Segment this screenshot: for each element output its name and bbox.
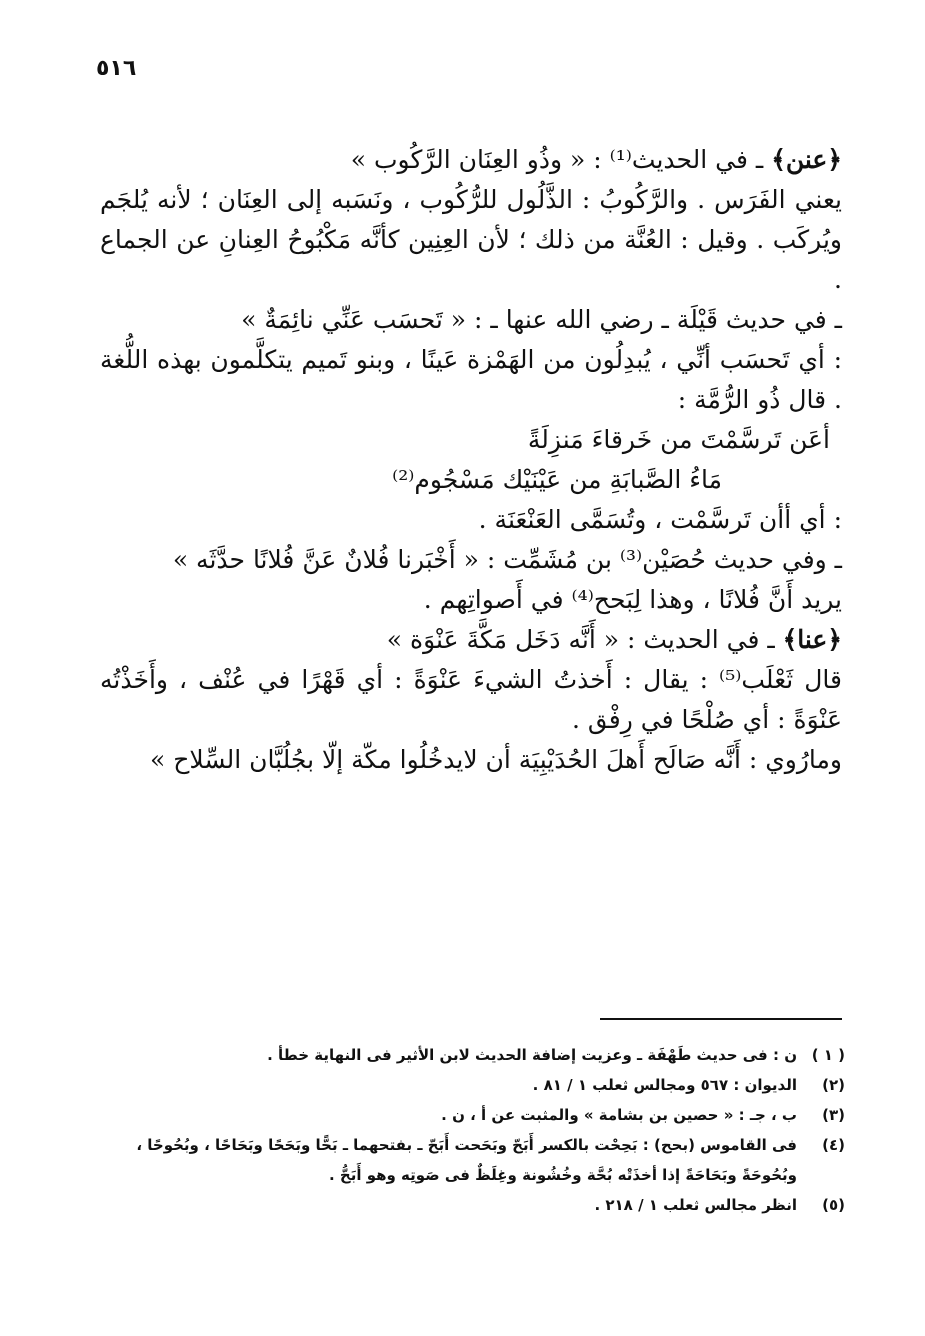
paragraph: ـ وفي حديث حُصَيْن⁽³⁾ بن مُشَمِّت : « أَخْبَرنا فُلانٌ عَنَّ فُلانًا حدَّثَه » — [172, 545, 842, 574]
footnote-number: (٥) — [822, 1196, 845, 1214]
poem-verse: مَاءُ الصَّبابَةِ من عَيْنَيْك مَسْجُوم⁽²⁾ — [392, 465, 722, 494]
entry-ana — [100, 620, 842, 660]
poem-verse: أعَن تَرسَّمْتَ من خَرقاءَ مَنزِلَةً — [527, 425, 830, 454]
footnote — [110, 1100, 845, 1130]
paragraph: يعني الفَرَس . والرَّكُوبُ : الذَّلُول للرُّكُوب ، ونَسَبه إلى العِنَان ؛ لأنه يُلجَم ويُركَب . وقيل : العُنَّة من ذلك ؛ لأن العِنِين كأنَّه مَكْبُوحُ العِنانِ عن الجماع . — [100, 185, 842, 294]
entry-text: ـ في الحديث⁽¹⁾ : « وذُو العِنَان الرَّكُوب » — [350, 145, 764, 174]
paragraph: : أي أأن تَرسَّمْت ، وتُسَمَّى العَنْعَنَة . — [478, 505, 842, 534]
footnote-text: ن : فى حديث طَهْفَة ـ وعزيت إضافة الحديث لابن الأثير فى النهاية خطأ . — [267, 1046, 797, 1064]
entry-head: ﴿عنن﴾ — [771, 145, 842, 174]
footnote — [110, 1070, 845, 1100]
footnote-text: الديوان : ٥٦٧ ومجالس ثعلب ١ / ٨١ . — [532, 1076, 797, 1094]
footnote-text: انظر مجالس ثعلب ١ / ٢١٨ . — [594, 1196, 797, 1214]
paragraph: ـ في حديث قَيْلَة ـ رضي الله عنها ـ : « تَحسَب عَنِّي نائِمَةٌ » — [241, 305, 842, 334]
footnote-number: ( ١ ) — [811, 1046, 845, 1064]
footnote — [110, 1040, 845, 1070]
footnote-number: (٢) — [822, 1076, 845, 1094]
entry-head: ﴿عنا﴾ — [782, 625, 842, 654]
footnote-number: (٣) — [822, 1106, 845, 1124]
footnote — [110, 1190, 845, 1220]
footnote — [110, 1130, 845, 1190]
footnote-text: فى القاموس (بحح) : بَحِحْت بالكسر أَبَحّ وبَحَحت أَبَحّ ـ بفتحهما ـ بَحًّا وبَحَحًا وبَحَاحًا ، وبُحُوحًا ، وبُحُوحَةً وبَحَاحَةً إذا أخذَتْه بُحَّة وخُشُونة وغِلَظٌ فى صَوتِه وهو أَبَحُّ . — [136, 1136, 797, 1184]
footnote-number: (٤) — [822, 1136, 845, 1154]
footnote-divider — [600, 1018, 842, 1020]
paragraph: ومارُوي : أَنَّه صَالَح أَهلَ الحُدَيْبِيَة أن لايدخُلُوا مكّة إلّا بجُلُبَّان السِّلاح » — [150, 745, 842, 774]
main-text — [100, 140, 842, 780]
footnotes — [110, 1040, 845, 1220]
page-number: ٥١٦ — [96, 56, 137, 81]
entry-text: ـ في الحديث : « أَنَّه دَخَل مَكَّةَ عَنْوَة » — [386, 625, 775, 654]
footnote-text: ب ، جـ : « حصين بن بشامة » والمثبت عن أ ، ن . — [441, 1106, 797, 1124]
paragraph: : أي تَحسَب أنِّي ، يُبدِلُون من الهَمْزة عَينًا ، وبنو تَميم يتكلَّمون بهذه اللُّغة . قال ذُو الرُّمَّة : — [100, 345, 842, 414]
paragraph: يريد أَنَّ فُلانًا ، وهذا لِبَحح⁽⁴⁾ في أَصواتِهم . — [423, 585, 842, 614]
entry-anan — [100, 140, 842, 180]
paragraph: قال ثَعْلَب⁽⁵⁾ : يقال : أَخذتُ الشيءَ عَنْوَةً : أي قَهْرًا في عُنْف ، وأَخَذْتُه عَنْوَةً : أي صُلْحًا في رِفْق . — [100, 665, 842, 734]
